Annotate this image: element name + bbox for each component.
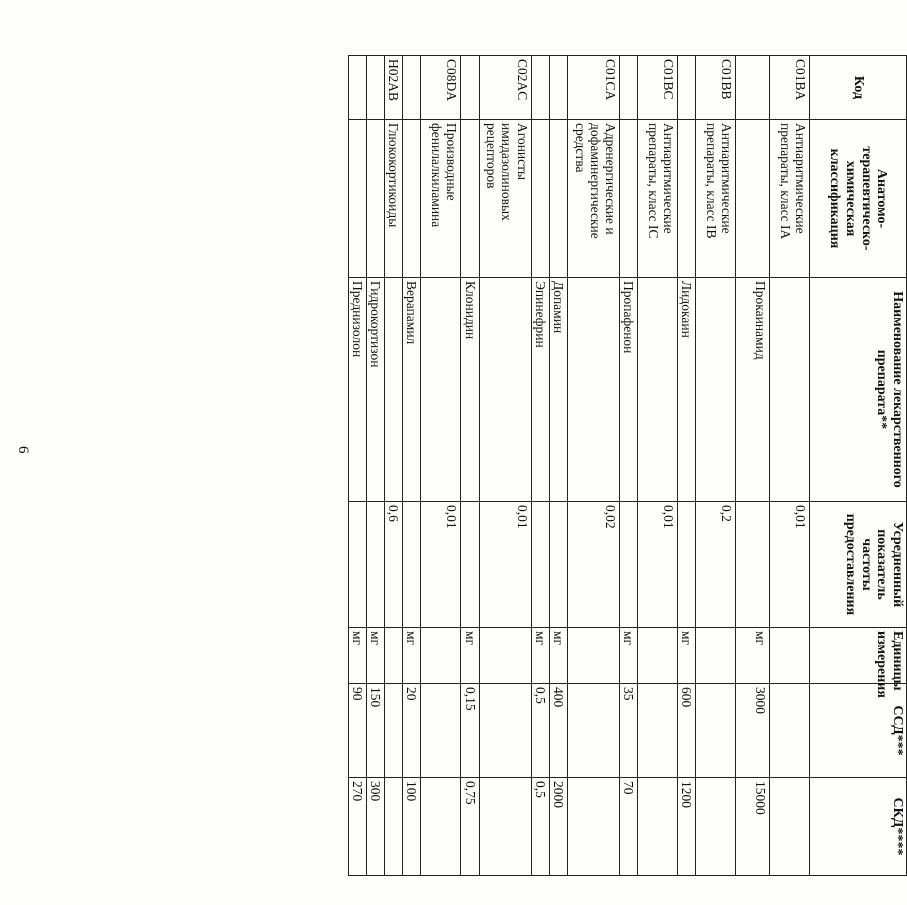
- header-ckd: СКД****: [810, 778, 907, 876]
- ckd-cell: [385, 778, 403, 876]
- drug-cell: Прокаинамид: [736, 278, 770, 502]
- unit-cell: [421, 628, 461, 684]
- unit-cell: [479, 628, 531, 684]
- drug-cell: [696, 278, 736, 502]
- ckd-cell: 100: [403, 778, 421, 876]
- unit-cell: мг: [349, 628, 367, 684]
- unit-cell: [385, 628, 403, 684]
- ckd-cell: [696, 778, 736, 876]
- code-cell: C01BA: [770, 56, 810, 120]
- atc-cell: [349, 120, 367, 278]
- atc-cell: [549, 120, 567, 278]
- sdd-cell: [385, 684, 403, 778]
- ckd-cell: 70: [619, 778, 637, 876]
- drug-cell: Преднизолон: [349, 278, 367, 502]
- frequency-cell: 0,2: [696, 502, 736, 628]
- code-cell: [403, 56, 421, 120]
- unit-cell: мг: [736, 628, 770, 684]
- atc-cell: Антиаритмические препараты, класс IA: [770, 120, 810, 278]
- atc-cell: Адренергические и дофаминергические средства: [567, 120, 619, 278]
- sdd-cell: [770, 684, 810, 778]
- frequency-cell: 0,01: [421, 502, 461, 628]
- code-cell: C01CA: [567, 56, 619, 120]
- drug-cell: [421, 278, 461, 502]
- ckd-cell: 1200: [677, 778, 695, 876]
- table-row: [385, 56, 403, 876]
- atc-cell: [461, 120, 479, 278]
- unit-cell: мг: [619, 628, 637, 684]
- sdd-cell: 90: [349, 684, 367, 778]
- frequency-cell: [736, 502, 770, 628]
- drug-cell: Лидокаин: [677, 278, 695, 502]
- code-cell: C01BB: [696, 56, 736, 120]
- frequency-cell: [349, 502, 367, 628]
- atc-cell: [619, 120, 637, 278]
- unit-cell: мг: [367, 628, 385, 684]
- table-row: [461, 56, 479, 876]
- ckd-cell: 0,5: [531, 778, 549, 876]
- atc-cell: [403, 120, 421, 278]
- drug-cell: Клонидин: [461, 278, 479, 502]
- ckd-cell: 0,75: [461, 778, 479, 876]
- page-number: 6: [15, 446, 31, 454]
- ckd-cell: [567, 778, 619, 876]
- unit-cell: мг: [461, 628, 479, 684]
- sdd-cell: [696, 684, 736, 778]
- unit-cell: [696, 628, 736, 684]
- ckd-cell: [479, 778, 531, 876]
- drug-cell: [479, 278, 531, 502]
- frequency-cell: 0,01: [637, 502, 677, 628]
- ckd-cell: 300: [367, 778, 385, 876]
- frequency-cell: [677, 502, 695, 628]
- sdd-cell: 3000: [736, 684, 770, 778]
- table-row: [403, 56, 421, 876]
- drug-table: [348, 55, 907, 876]
- code-cell: [349, 56, 367, 120]
- code-cell: [367, 56, 385, 120]
- atc-cell: Производные фенилалкиламина: [421, 120, 461, 278]
- sdd-cell: 150: [367, 684, 385, 778]
- sdd-cell: [567, 684, 619, 778]
- ckd-cell: 2000: [549, 778, 567, 876]
- unit-cell: [770, 628, 810, 684]
- table-row: [531, 56, 549, 876]
- sdd-cell: [637, 684, 677, 778]
- header-code: Код: [810, 56, 907, 120]
- frequency-cell: 0,01: [479, 502, 531, 628]
- rotated-table-container: [127, 55, 907, 875]
- header-atc: Анатомо-терапевтическо-химическая классификация: [810, 120, 907, 278]
- table-row: [479, 56, 531, 876]
- drug-cell: Пропафенон: [619, 278, 637, 502]
- header-unit: Единицы измерения: [810, 628, 907, 684]
- frequency-cell: [367, 502, 385, 628]
- atc-cell: [677, 120, 695, 278]
- atc-cell: Глюкокортикоиды: [385, 120, 403, 278]
- frequency-cell: [461, 502, 479, 628]
- atc-cell: [736, 120, 770, 278]
- drug-cell: Верапамил: [403, 278, 421, 502]
- frequency-cell: [403, 502, 421, 628]
- sdd-cell: 35: [619, 684, 637, 778]
- frequency-cell: 0,02: [567, 502, 619, 628]
- table-row: [567, 56, 619, 876]
- drug-cell: [770, 278, 810, 502]
- header-frequency: Усредненный показатель частоты предоставления: [810, 502, 907, 628]
- sdd-cell: 0,5: [531, 684, 549, 778]
- code-cell: H02AB: [385, 56, 403, 120]
- table-row: [619, 56, 637, 876]
- code-cell: [619, 56, 637, 120]
- code-cell: [549, 56, 567, 120]
- unit-cell: [637, 628, 677, 684]
- drug-cell: Допамин: [549, 278, 567, 502]
- sdd-cell: 20: [403, 684, 421, 778]
- code-cell: [677, 56, 695, 120]
- atc-cell: [531, 120, 549, 278]
- frequency-cell: 0,6: [385, 502, 403, 628]
- sdd-cell: [421, 684, 461, 778]
- code-cell: [461, 56, 479, 120]
- table-row: [549, 56, 567, 876]
- frequency-cell: [549, 502, 567, 628]
- header-row: [810, 56, 907, 876]
- sdd-cell: 0,15: [461, 684, 479, 778]
- unit-cell: мг: [549, 628, 567, 684]
- code-cell: [531, 56, 549, 120]
- header-sdd: ССД***: [810, 684, 907, 778]
- atc-cell: [367, 120, 385, 278]
- unit-cell: мг: [677, 628, 695, 684]
- table-row: [736, 56, 770, 876]
- frequency-cell: 0,01: [770, 502, 810, 628]
- table-row: [421, 56, 461, 876]
- header-drug-name: Наименование лекарственного препарата**: [810, 278, 907, 502]
- unit-cell: мг: [403, 628, 421, 684]
- code-cell: C08DA: [421, 56, 461, 120]
- drug-cell: [385, 278, 403, 502]
- atc-cell: Антиаритмические препараты, класс IB: [696, 120, 736, 278]
- ckd-cell: [770, 778, 810, 876]
- atc-cell: Агонисты имидазолиновых рецепторов: [479, 120, 531, 278]
- table-row: [367, 56, 385, 876]
- drug-cell: [637, 278, 677, 502]
- code-cell: [736, 56, 770, 120]
- ckd-cell: 15000: [736, 778, 770, 876]
- table-row: [637, 56, 677, 876]
- table-row: [696, 56, 736, 876]
- table-row: [349, 56, 367, 876]
- code-cell: C02AC: [479, 56, 531, 120]
- sdd-cell: [479, 684, 531, 778]
- sdd-cell: 400: [549, 684, 567, 778]
- code-cell: C01BC: [637, 56, 677, 120]
- frequency-cell: [531, 502, 549, 628]
- drug-cell: Гидрокортизон: [367, 278, 385, 502]
- atc-cell: Антиаритмические препараты, класс IC: [637, 120, 677, 278]
- unit-cell: [567, 628, 619, 684]
- ckd-cell: [637, 778, 677, 876]
- ckd-cell: [421, 778, 461, 876]
- ckd-cell: 270: [349, 778, 367, 876]
- unit-cell: мг: [531, 628, 549, 684]
- drug-cell: [567, 278, 619, 502]
- table-row: [677, 56, 695, 876]
- frequency-cell: [619, 502, 637, 628]
- sdd-cell: 600: [677, 684, 695, 778]
- drug-cell: Эпинефрин: [531, 278, 549, 502]
- table-row: [770, 56, 810, 876]
